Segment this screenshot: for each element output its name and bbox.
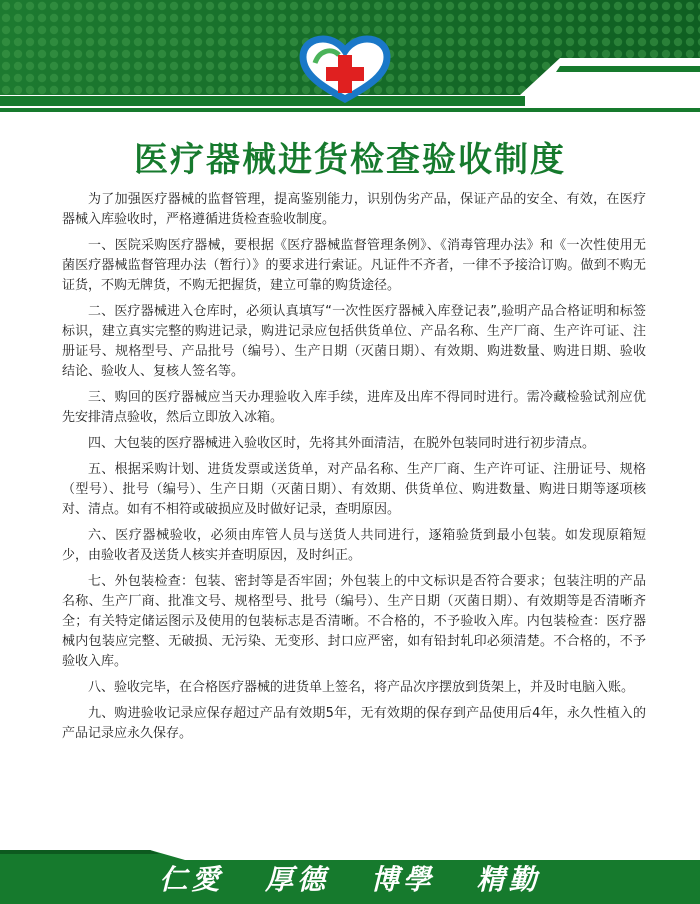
page-title: 医疗器械进货检查验收制度 [134, 140, 566, 180]
paragraph-item-9: 九、购进验收记录应保存超过产品有效期5年，无有效期的保存到产品使用后4年，永久性植入的产品记录应永久保存。 [62, 706, 646, 741]
paragraph-item-7: 七、外包装检查：包装、密封等是否牢固；外包装上的中文标识是否符合要求；包装注明的产品名称、生产厂商、批准文号、规格型号、批号（编号）、生产日期（灭菌日期）、有效期等是否清晰齐全；有关特定储运图示及使用的包装标志是否清晰。不合格的，不予验收入库。内包装检查：医疗器械内包装应完整、无破损、无污染、无变形、封口应严密，如有铅封轧印必须清楚。不合格的，不予验收入库。 [62, 574, 646, 669]
header-banner [0, 0, 700, 130]
regulation-body [62, 190, 646, 750]
paragraph-intro: 为了加强医疗器械的监督管理，提高鉴别能力，识别伪劣产品，保证产品的安全、有效，在医疗器械入库验收时，严格遵循进货检查验收制度。 [62, 192, 646, 227]
motto-word: 仁愛 [159, 863, 224, 896]
footer-motto [0, 858, 700, 898]
paragraph-item-8: 八、验收完毕，在合格医疗器械的进货单上签名，将产品次序摆放到货架上，并及时电脑入账。 [88, 680, 635, 695]
paragraph-item-6: 六、医疗器械验收，必须由库管人员与送货人共同进行，逐箱验货到最小包装。如发现原箱短少，由验收者及送货人核实并查明原因，及时纠正。 [62, 528, 646, 563]
motto-word: 博學 [370, 863, 435, 896]
motto-word: 厚德 [265, 863, 330, 896]
paragraph-item-4: 四、大包装的医疗器械进入验收区时，先将其外面清洁，在脱外包装同时进行初步清点。 [88, 436, 596, 451]
motto-word: 精勤 [476, 863, 541, 896]
medical-cross-heart-icon [295, 33, 395, 105]
paragraph-item-1: 一、医院采购医疗器械，要根据《医疗器械监督管理条例》、《消毒管理办法》和《一次性使用无菌医疗器械监督管理办法（暂行）》的要求进行索证。凡证件不齐者，一律不予接洽订购。做到不购无证货，不购无牌货，不购无把握货，建立可靠的购货途径。 [62, 238, 646, 293]
paragraph-item-3: 三、购回的医疗器械应当天办理验收入库手续，进库及出库不得同时进行。需冷藏检验试剂应优先安排清点验收，然后立即放入冰箱。 [62, 390, 646, 425]
paragraph-item-5: 五、根据采购计划、进货发票或送货单，对产品名称、生产厂商、生产许可证、注册证号、规格（型号）、批号（编号）、生产日期（灭菌日期）、有效期、供货单位、购进数量、购进日期等逐项核对、清点。如有不相符或破损应及时做好记录，查明原因。 [62, 462, 646, 517]
paragraph-item-2: 二、医疗器械进入仓库时，必须认真填写“一次性医疗器械入库登记表”,验明产品合格证明和标签标识，建立真实完整的购进记录，购进记录应包括供货单位、产品名称、生产厂商、生产许可证、注册证号、规格型号、产品批号（编号）、生产日期（灭菌日期）、有效期、购进数量、购进日期、验收结论、验收人、复核人签名等。 [62, 304, 646, 379]
